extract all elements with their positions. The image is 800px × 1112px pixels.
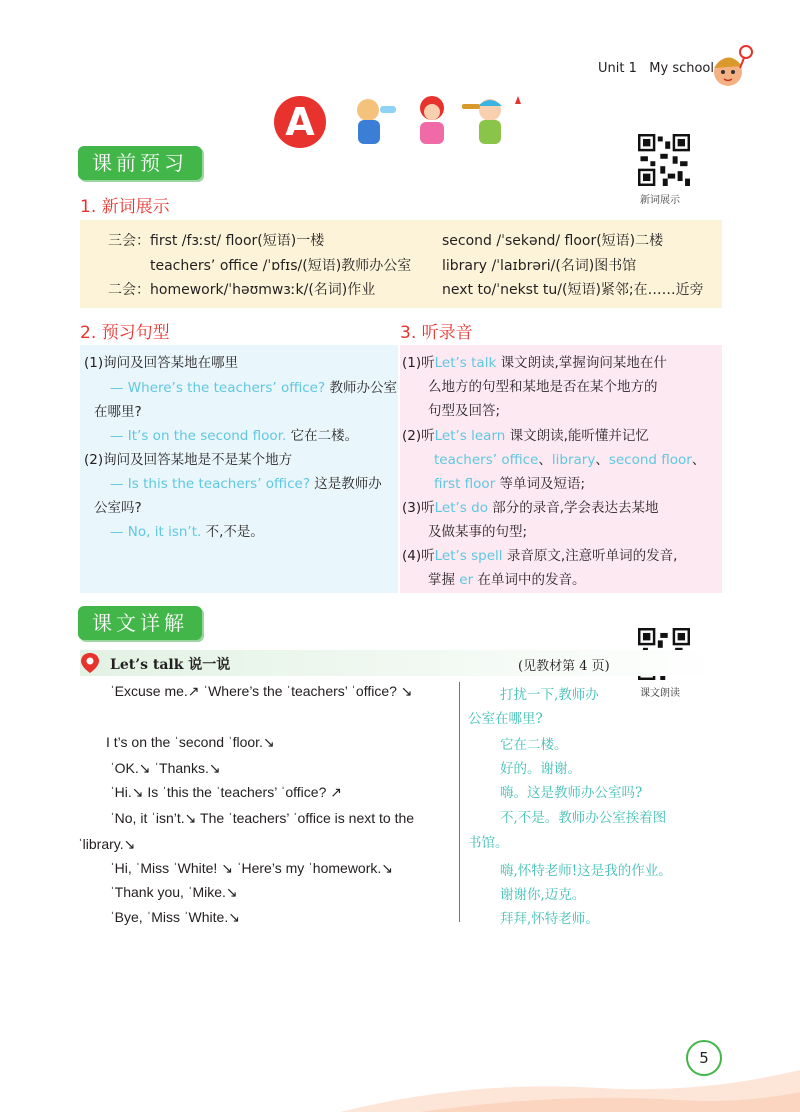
dialogue-cn-line: 书馆。 — [468, 835, 509, 851]
dialogue-cn-line: 公室在哪里? — [468, 711, 543, 727]
page-number: 5 — [686, 1040, 722, 1076]
unit-label: Unit 1 — [598, 61, 637, 76]
listen-title: 3. 听录音 — [400, 323, 473, 343]
dialogue-cn-line: 拜拜,怀特老师。 — [500, 911, 599, 927]
listen-line: 掌握 er 在单词中的发音。 — [428, 572, 586, 588]
listen-line: (3)听Let’s do 部分的录音,学会表达去某地 — [402, 500, 659, 516]
patterns-box — [80, 345, 398, 593]
dialogue-cn-line: 它在二楼。 — [500, 737, 568, 753]
patterns-title: 2. 预习句型 — [80, 323, 170, 343]
section-letter-badge: A — [274, 96, 326, 148]
dialogue-en-line: ˈlibrary.↘ — [78, 836, 136, 852]
dialogue-en-line: ˈHi.↘ Is ˈthis the ˈteachers’ ˈoffice? ↗ — [110, 784, 342, 800]
talk-heading: Let’s talk 说一说 — [110, 657, 231, 673]
preview-banner: 课前预习 — [78, 146, 202, 180]
listen-line: 句型及回答; — [428, 403, 501, 419]
qr-vocab-caption: 新词展示 — [640, 195, 680, 206]
listen-line: 及做某事的句型; — [428, 524, 528, 540]
children-illustration-icon — [346, 92, 532, 154]
dialogue-cn-line: 不,不是。教师办公室挨着图 — [500, 810, 667, 826]
listen-line: teachers’ office、library、second floor、 — [434, 452, 706, 468]
listen-line: (4)听Let’s spell 录音原文,注意听单词的发音, — [402, 548, 678, 564]
dialogue-cn-line: 谢谢你,迈克。 — [500, 887, 586, 903]
location-pin-icon — [80, 652, 100, 674]
lets-talk-bar — [80, 650, 722, 676]
listen-line: (2)听Let’s learn 课文朗读,能听懂并记忆 — [402, 428, 649, 444]
mascot-icon — [706, 42, 756, 92]
pattern-line: — Where’s the teachers’ office? 教师办公室 — [110, 380, 397, 396]
unit-title: My school — [649, 61, 715, 76]
footer-wave-decoration — [0, 1030, 800, 1112]
pattern-line: 在哪里? — [94, 404, 142, 420]
dialogue-en-line: ˈOK.↘ ˈThanks.↘ — [110, 760, 221, 776]
dialogue-en-line: ˈThank you, ˈMike.↘ — [110, 884, 238, 900]
vocab-title: 1. 新词展示 — [80, 197, 170, 217]
vocab-row1-left: 三会：first /fɜːst/ floor(短语)一楼 — [108, 233, 325, 249]
vocab-row1-right: second /ˈsekənd/ floor(短语)二楼 — [442, 233, 664, 249]
dialogue-cn-line: 好的。谢谢。 — [500, 761, 581, 777]
dialogue-en-line: I t’s on the ˈsecond ˈfloor.↘ — [106, 734, 275, 750]
pattern-line: 公室吗? — [94, 500, 142, 516]
qr-text-caption: 课文朗读 — [640, 688, 680, 699]
dialogue-en-line: ˈNo, it ˈisn’t.↘ The ˈteachers’ ˈoffice is next to the — [110, 810, 415, 826]
unit-header — [598, 61, 714, 76]
vocab-row3-left: 二会：homework/ˈhəʊmwɜːk/(名词)作业 — [108, 282, 376, 298]
vocab-box — [80, 220, 722, 308]
listen-line: first floor 等单词及短语; — [434, 476, 586, 492]
dialogue-cn-line: 打扰一下,教师办 — [500, 687, 599, 703]
pattern-line: (2)询问及回答某地是不是某个地方 — [84, 452, 293, 468]
textbook-ref: (见教材第 4 页) — [518, 659, 610, 674]
dialogue-cn-line: 嗨。这是教师办公室吗? — [500, 785, 643, 801]
dialogue-en-line: ˈHi, ˈMiss ˈWhite! ↘ ˈHere’s my ˈhomework.↘ — [110, 860, 394, 876]
dialogue-cn-line: 嗨,怀特老师!这是我的作业。 — [500, 863, 672, 879]
listen-box — [400, 345, 722, 593]
pattern-line: (1)询问及回答某地在哪里 — [84, 355, 239, 371]
column-divider — [459, 682, 460, 922]
listen-line: 么地方的句型和某地是否在某个地方的 — [428, 379, 658, 395]
pattern-line: — No, it isn’t. 不,不是。 — [110, 524, 264, 540]
detail-banner: 课文详解 — [78, 606, 202, 640]
vocab-row3-right: next to/ˈnekst tu/(短语)紧邻;在……近旁 — [442, 282, 704, 298]
dialogue-en-line: ˈExcuse me.↗ ˈWhere’s the ˈteachers’ ˈoffice? ↘ — [110, 683, 413, 699]
vocab-row2-right: library /ˈlaɪbrəri/(名词)图书馆 — [442, 258, 637, 274]
listen-line: (1)听Let’s talk 课文朗读,掌握询问某地在什 — [402, 355, 667, 371]
qr-code-vocab-icon[interactable] — [638, 134, 690, 186]
dialogue-en-line: ˈBye, ˈMiss ˈWhite.↘ — [110, 909, 240, 925]
pattern-line: — Is this the teachers’ office? 这是教师办 — [110, 476, 382, 492]
vocab-row2-left: teachers’ office /ˈɒfɪs/(短语)教师办公室 — [150, 258, 412, 274]
pattern-line: — It’s on the second floor. 它在二楼。 — [110, 428, 359, 444]
